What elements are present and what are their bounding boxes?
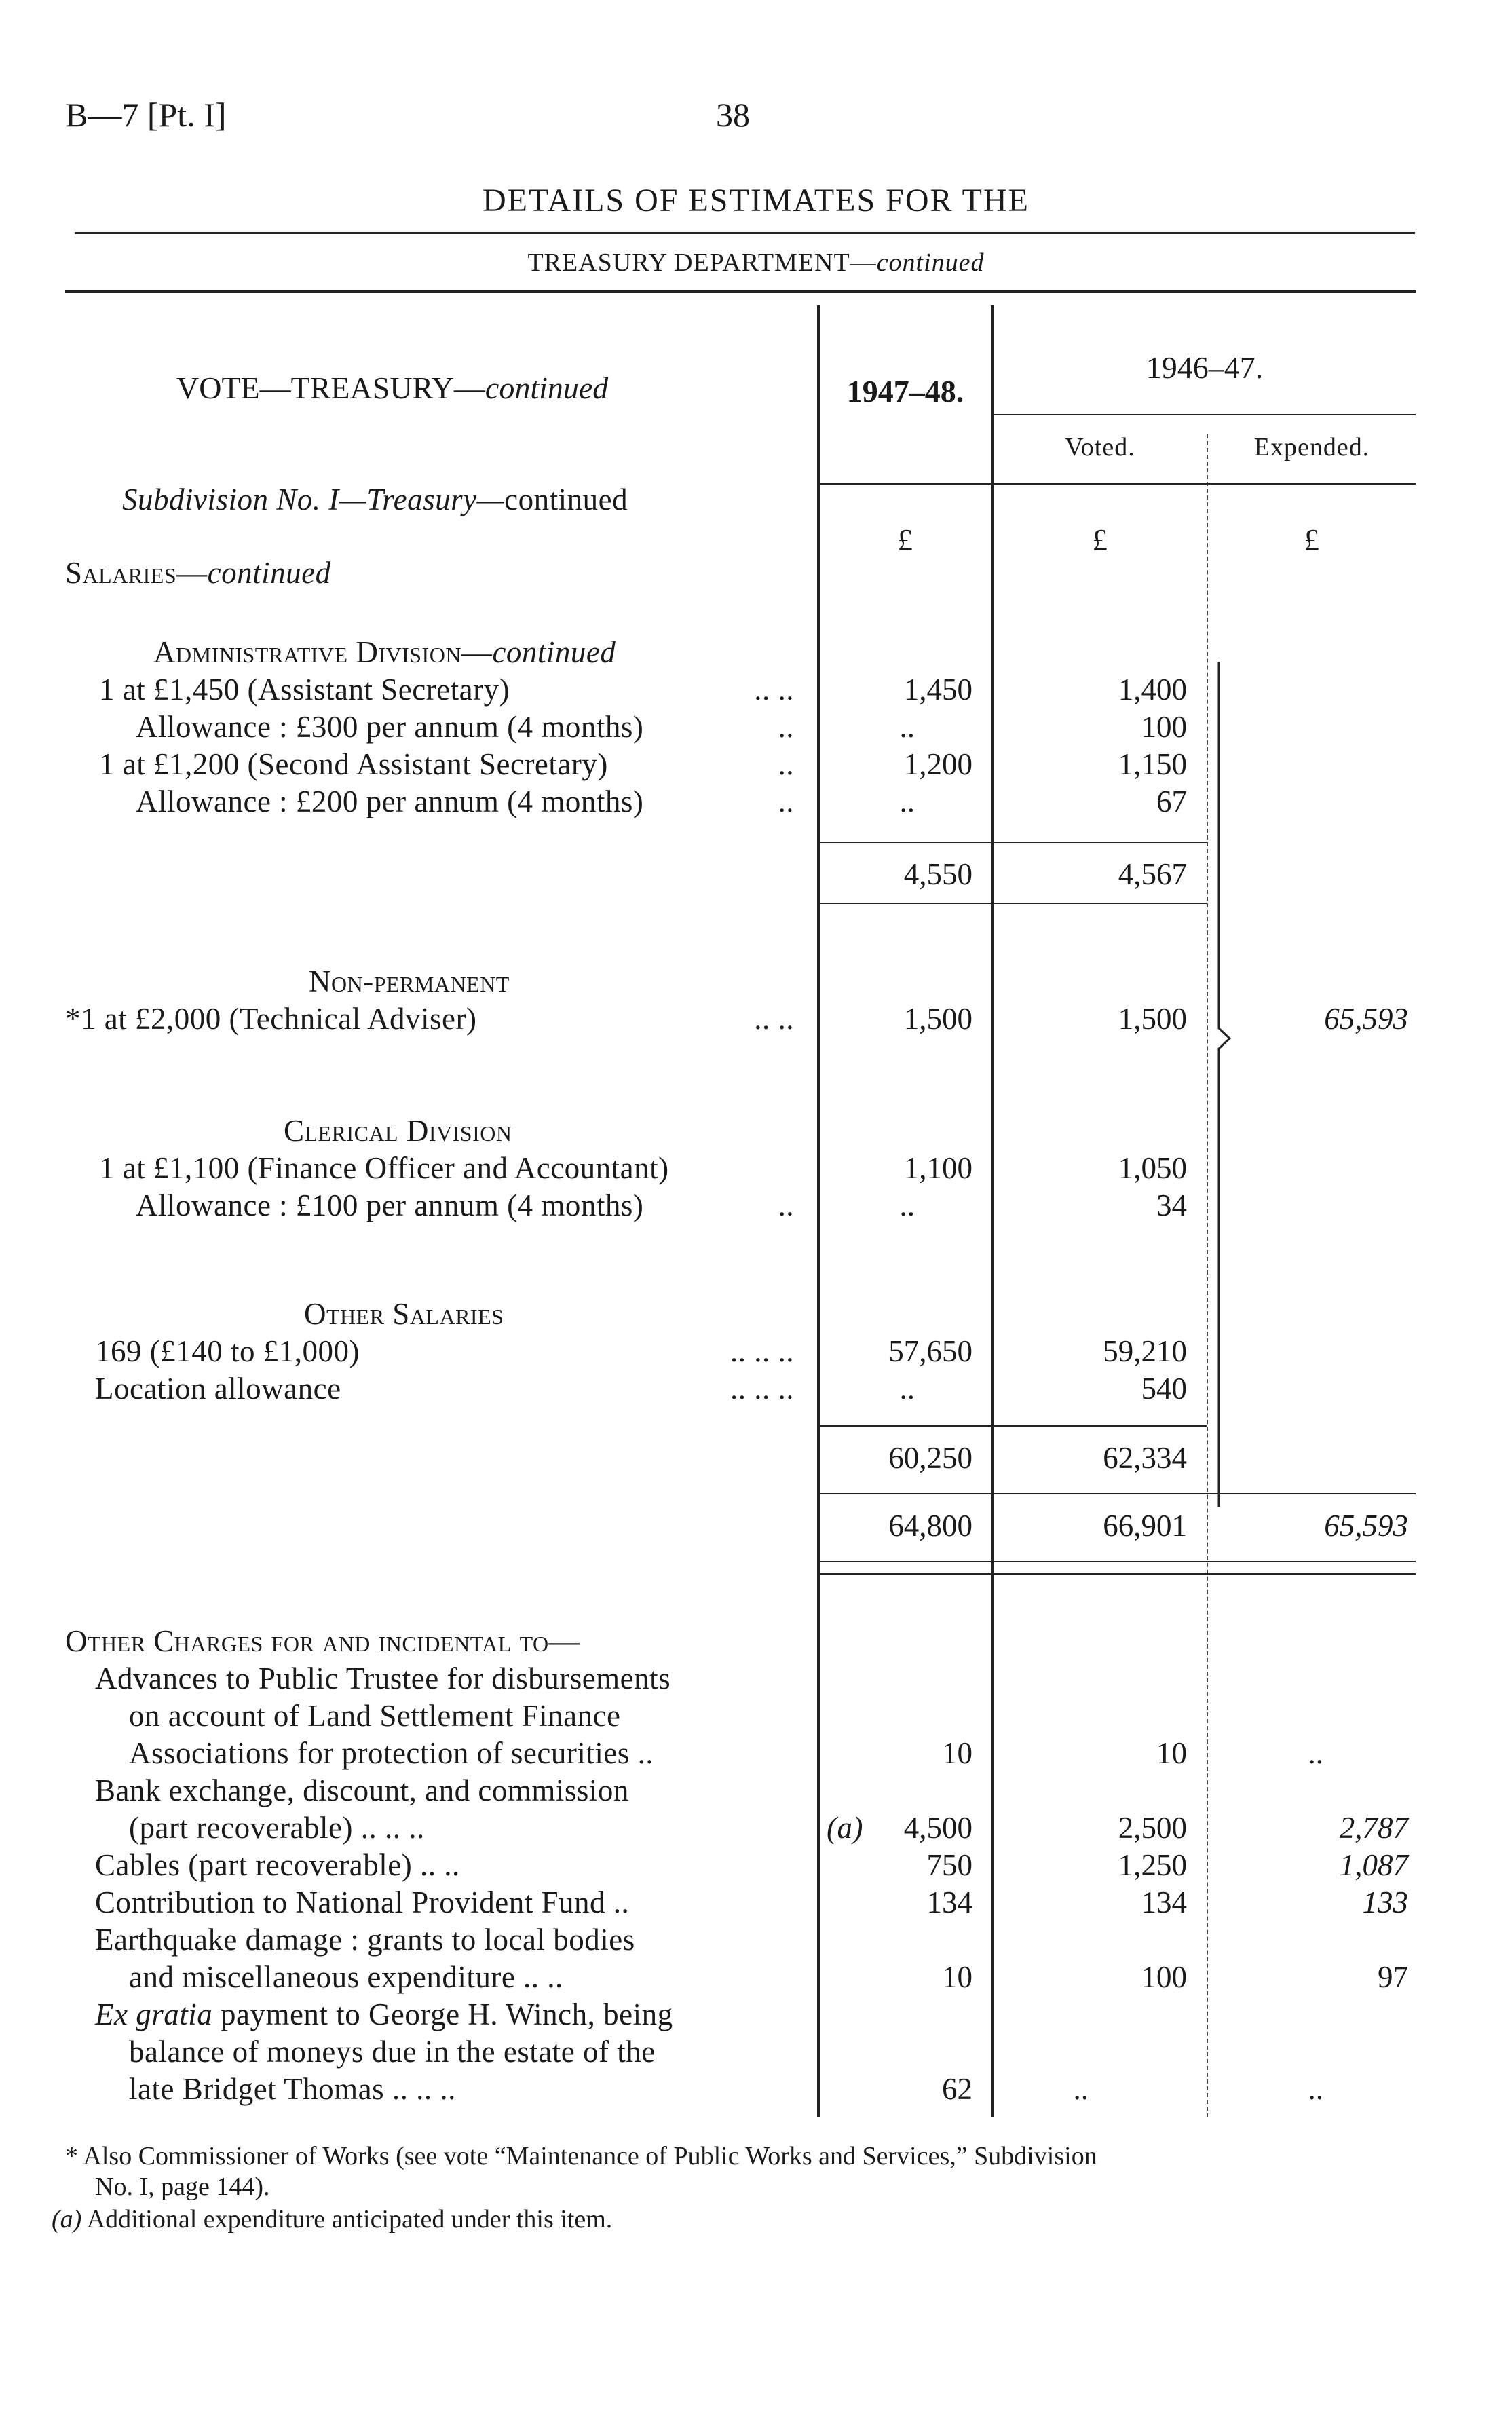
subdivision-heading: Subdivision No. I—Treasury—continued (122, 483, 628, 516)
charge-line: Cables (part recoverable) .. .. (95, 1848, 460, 1882)
brace (1198, 662, 1253, 1507)
current-value: 1,450 (903, 673, 972, 707)
voted-value: 1,150 (1118, 747, 1187, 781)
year-current-heading: 1947–48. (846, 374, 964, 409)
current-value: 57,650 (888, 1334, 972, 1368)
current-value: .. (899, 1372, 915, 1406)
charge-line: balance of moneys due in the estate of the (129, 2035, 656, 2069)
current-value: 1,100 (903, 1151, 972, 1185)
subtotal-rule (817, 842, 1207, 843)
other-salaries-subtotal-current: 60,250 (888, 1441, 972, 1475)
leader-dots: .. (778, 747, 794, 781)
non-permanent-label: *1 at £2,000 (Technical Adviser) (65, 1002, 477, 1036)
administrative-heading: Administrative Division—continued (153, 635, 616, 669)
charge-line: Associations for protection of securities .. (129, 1736, 654, 1770)
footnote-star: * Also Commissioner of Works (see vote “Maintenance of Public Works and Services,” Subdivision (65, 2142, 1097, 2170)
charge-line: and miscellaneous expenditure .. .. (129, 1960, 563, 1994)
clerical-heading: Clerical Division (284, 1114, 512, 1148)
current-value: .. (899, 785, 915, 818)
admin-row-label: Allowance : £300 per annum (4 months) (136, 710, 644, 744)
voted-heading: Voted. (1065, 433, 1135, 462)
expended-value: 1,087 (1339, 1848, 1408, 1882)
currency-expended: £ (1304, 523, 1320, 557)
voted-value: 34 (1156, 1188, 1187, 1222)
charge-line: Advances to Public Trustee for disbursements (95, 1661, 671, 1695)
charge-line: Ex gratia payment to George H. Winch, being (95, 1997, 673, 2031)
subtotal-rule (817, 903, 1207, 904)
document-code: B—7 [Pt. I] (65, 96, 227, 134)
voted-value: 100 (1141, 1960, 1187, 1994)
non-permanent-current: 1,500 (903, 1002, 972, 1036)
voted-value: 10 (1156, 1736, 1187, 1770)
other-salaries-row-label: Location allowance (95, 1372, 341, 1406)
voted-value: 134 (1141, 1885, 1187, 1919)
expended-value: .. (1308, 1736, 1323, 1770)
footnote-star-continued: No. I, page 144). (95, 2172, 270, 2201)
salaries-total-voted: 66,901 (1103, 1509, 1187, 1543)
subtotal-rule (817, 1425, 1207, 1427)
admin-subtotal-current: 4,550 (903, 857, 972, 891)
leader-dots: .. .. .. (730, 1372, 794, 1406)
page-subtitle: TREASURY DEPARTMENT—continued (527, 248, 985, 277)
current-value: 10 (942, 1960, 972, 1994)
clerical-row-label: Allowance : £100 per annum (4 months) (136, 1188, 644, 1222)
current-value: .. (899, 710, 915, 744)
current-value: .. (899, 1188, 915, 1222)
non-permanent-heading: Non-permanent (309, 964, 510, 998)
currency-voted: £ (1092, 523, 1108, 557)
other-salaries-heading: Other Salaries (304, 1297, 504, 1331)
title-rule (75, 232, 1415, 234)
admin-row-label: 1 at £1,450 (Assistant Secretary) (99, 673, 510, 707)
expended-heading: Expended. (1253, 433, 1370, 462)
voted-value: 67 (1156, 785, 1187, 818)
page-number: 38 (716, 96, 750, 134)
leader-dots: .. .. .. (730, 1334, 794, 1368)
leader-dots: .. (778, 785, 794, 818)
expended-value: .. (1308, 2072, 1323, 2106)
current-value: 62 (942, 2072, 972, 2106)
charge-line: late Bridget Thomas .. .. .. (129, 2072, 456, 2106)
other-salaries-row-label: 169 (£140 to £1,000) (95, 1334, 360, 1368)
leader-dots: .. .. (754, 1002, 794, 1036)
charge-line: Earthquake damage : grants to local bodies (95, 1923, 635, 1957)
expended-value: 133 (1362, 1885, 1408, 1919)
year-previous-rule (994, 414, 1416, 415)
heading-rule (817, 483, 1416, 485)
voted-value: 59,210 (1103, 1334, 1187, 1368)
current-note-marker: (a) (827, 1811, 863, 1845)
voted-value: 1,400 (1118, 673, 1187, 707)
current-value: 134 (926, 1885, 972, 1919)
leader-dots: .. (778, 1188, 794, 1222)
charge-line: (part recoverable) .. .. .. (129, 1811, 425, 1845)
current-value: 1,200 (903, 747, 972, 781)
voted-value: .. (1073, 2072, 1089, 2106)
admin-row-label: Allowance : £200 per annum (4 months) (136, 785, 644, 818)
admin-row-label: 1 at £1,200 (Second Assistant Secretary) (99, 747, 608, 781)
current-value: 750 (926, 1848, 972, 1882)
year-previous-heading: 1946–47. (1146, 350, 1264, 385)
current-value: 10 (942, 1736, 972, 1770)
expended-value: 97 (1378, 1960, 1408, 1994)
current-value: 4,500 (903, 1811, 972, 1845)
expended-value: 2,787 (1339, 1811, 1408, 1845)
other-salaries-subtotal-voted: 62,334 (1103, 1441, 1187, 1475)
vote-heading: VOTE—TREASURY—continued (176, 371, 609, 405)
charge-line: Contribution to National Provident Fund .. (95, 1885, 630, 1919)
clerical-row-label: 1 at £1,100 (Finance Officer and Accountant) (99, 1151, 669, 1185)
charge-line: Bank exchange, discount, and commission (95, 1773, 629, 1807)
charge-line: on account of Land Settlement Finance (129, 1699, 621, 1733)
page-title: DETAILS OF ESTIMATES FOR THE (483, 183, 1029, 219)
admin-subtotal-voted: 4,567 (1118, 857, 1187, 891)
leader-dots: .. (778, 710, 794, 744)
non-permanent-voted: 1,500 (1118, 1002, 1187, 1036)
currency-current: £ (897, 523, 913, 557)
voted-value: 1,250 (1118, 1848, 1187, 1882)
total-rule (817, 1561, 1416, 1562)
salaries-heading: Salaries—continued (65, 556, 331, 590)
subtitle-rule (65, 290, 1416, 293)
footnote-a: (a) Additional expenditure anticipated under this item. (52, 2205, 613, 2234)
other-charges-heading: Other Charges for and incidental to— (65, 1624, 580, 1658)
leader-dots: .. .. (754, 673, 794, 707)
voted-value: 1,050 (1118, 1151, 1187, 1185)
salaries-total-current: 64,800 (888, 1509, 972, 1543)
salaries-total-expended: 65,593 (1324, 1509, 1408, 1543)
total-rule (817, 1493, 1416, 1494)
bracket-expended-total: 65,593 (1324, 1002, 1408, 1036)
voted-value: 540 (1141, 1372, 1187, 1406)
total-rule (817, 1573, 1416, 1575)
voted-value: 2,500 (1118, 1811, 1187, 1845)
voted-value: 100 (1141, 710, 1187, 744)
